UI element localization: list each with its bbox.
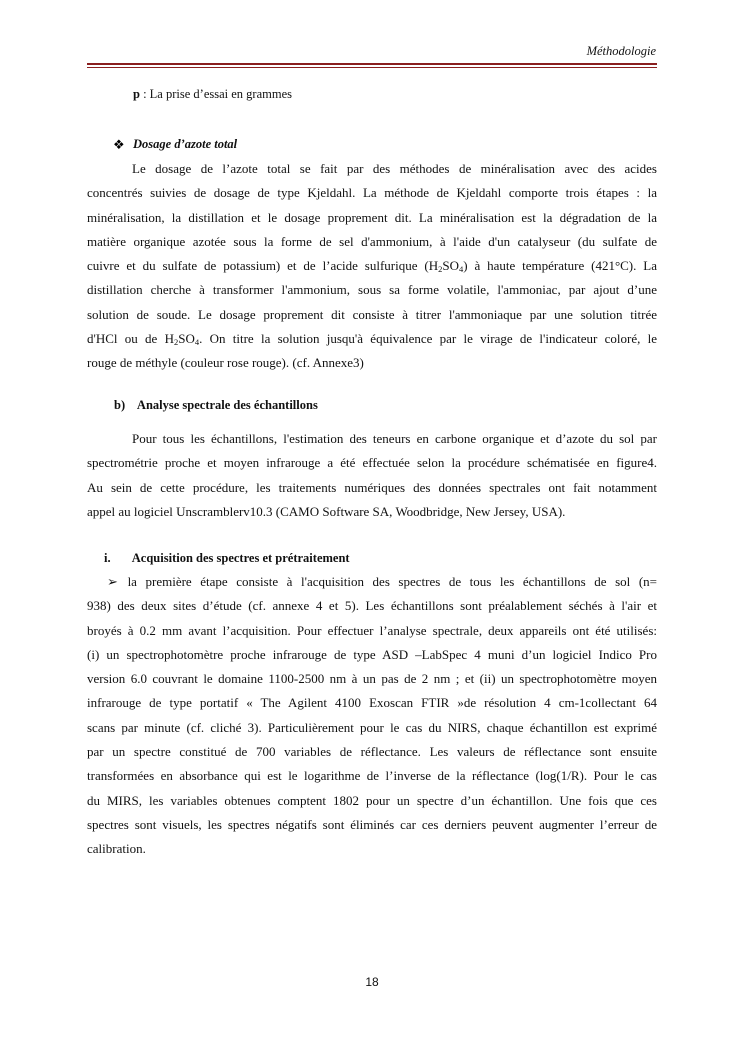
heading-acquisition-spectres: i. Acquisition des spectres et prétraitement: [104, 551, 350, 565]
text-fragment: SO: [442, 258, 459, 274]
text-fragment: ) à haute température (421°C). La: [463, 258, 657, 274]
heading-dosage-azote: Dosage d’azote total: [133, 137, 238, 151]
text-fragment: . On titre la solution jusqu'à équivalence par le virage de l'indicateur coloré, le: [199, 331, 657, 347]
text-line: Pour tous les échantillons, l'estimation des teneurs en carbone organique et d’azote du sol par: [132, 431, 657, 446]
subscript: 2: [173, 337, 179, 348]
text-line: rouge de méthyle (couleur rose rouge). (cf. Annexe3): [87, 355, 364, 371]
paragraph-acquisition: [87, 570, 657, 862]
paragraph-azote: [87, 157, 657, 376]
text-fragment: la première étape consiste à l'acquisition des spectres de tous les échantillons de sol (n=: [127, 574, 657, 589]
text-line: du MIRS, les variables obtenues comptent 1802 pour un spectre d’un échantillon. Une fois que ces: [87, 792, 657, 808]
arrow-bullet-icon: ➢: [107, 574, 118, 589]
running-header-title: Méthodologie: [586, 44, 656, 58]
diamond-bullet-icon: ❖: [113, 137, 125, 152]
text-line-formula: [87, 327, 657, 351]
text-line: 938) des deux sites d’étude (cf. annexe 4 et 5). Les échantillons sont préalablement séchés à l'air et: [87, 598, 657, 614]
text-line: appel au logiciel Unscramblerv10.3 (CAMO Software SA, Woodbridge, New Jersey, USA).: [87, 503, 566, 519]
paragraph-analyse-spectrale: [87, 427, 657, 524]
text-line: Au sein de cette procédure, les traitements numériques des données spectrales ont fait notamment: [87, 479, 657, 495]
subscript: 4: [459, 264, 464, 275]
text-line: broyés à 0.2 mm avant l’acquisition. Pour effectuer l’analyse spectrale, deux appareils ont été utilisés:: [87, 622, 657, 638]
text-line: (i) un spectrophotomètre proche infrarouge de type ASD –LabSpec 4 muni d’un logiciel Indico Pro: [87, 646, 657, 662]
text-fragment: d'HCl ou de H: [87, 331, 174, 347]
text-line: matière organique azotée sous la forme de sel d'ammonium, à l'aide d'un catalyseur (du sulfate de: [87, 233, 657, 249]
text-line: calibration.: [87, 841, 146, 857]
variable-symbol: p: [133, 87, 140, 101]
text-line: distillation cherche à transformer l'ammonium, sous sa forme volatile, l'ammoniac, par ajout d’une: [87, 282, 657, 298]
variable-definition: [133, 87, 292, 102]
page-number: 18: [365, 975, 379, 989]
text-fragment: SO: [178, 331, 195, 347]
text-line: transformées en absorbance qui est le logarithme de l’inverse de la réflectance (log(1/R). Pour le cas: [87, 768, 657, 784]
text-line-formula: [87, 254, 657, 278]
subscript: 2: [438, 264, 443, 275]
text-line: concentrés suivies de dosage de type Kjeldahl. La méthode de Kjeldahl comporte trois étapes : la: [87, 185, 657, 201]
subscript: 4: [194, 337, 200, 348]
text-line: version 6.0 couvrant le domaine 1100-2500 nm à un pas de 2 nm ; et (ii) un spectrophotomètre moyen: [87, 671, 657, 687]
text-line: solution de soude. Le dosage proprement dit consiste à titrer l'ammoniaque par une solution titrée: [87, 306, 657, 322]
heading-analyse-spectrale: b) Analyse spectrale des échantillons: [114, 398, 318, 412]
header-rule-thick: [87, 63, 657, 65]
variable-description: : La prise d’essai en grammes: [139, 87, 292, 101]
text-line: scans par minute (cf. cliché 3). Particulièrement pour le cas du NIRS, chaque échantillon est exprimé: [87, 719, 657, 735]
text-fragment: cuivre et du sulfate de potassium) et de l’acide sulfurique (H: [87, 258, 439, 274]
text-line-bullet: [87, 570, 657, 594]
text-line: infrarouge de type portatif « The Agilent 4100 Exoscan FTIR »de résolution 4 cm-1collectant 64: [87, 695, 657, 711]
text-line: Le dosage de l’azote total se fait par des méthodes de minéralisation avec des acides: [132, 161, 657, 176]
text-line: spectrométrie proche et moyen infrarouge a été effectuée selon la procédure schématisée en figure4.: [87, 455, 657, 471]
text-line: spectres sont visuels, les spectres négatifs sont éliminés car ces derniers peuvent augmenter l’erreur de: [87, 816, 657, 832]
text-line: par un spectre constitué de 700 variables de réflectance. Les valeurs de réflectance sont ensuite: [87, 744, 657, 760]
header-rule-thin: [87, 67, 657, 68]
text-line: minéralisation, la distillation et le dosage proprement dit. La minéralisation est la dégradation de la: [87, 209, 657, 225]
